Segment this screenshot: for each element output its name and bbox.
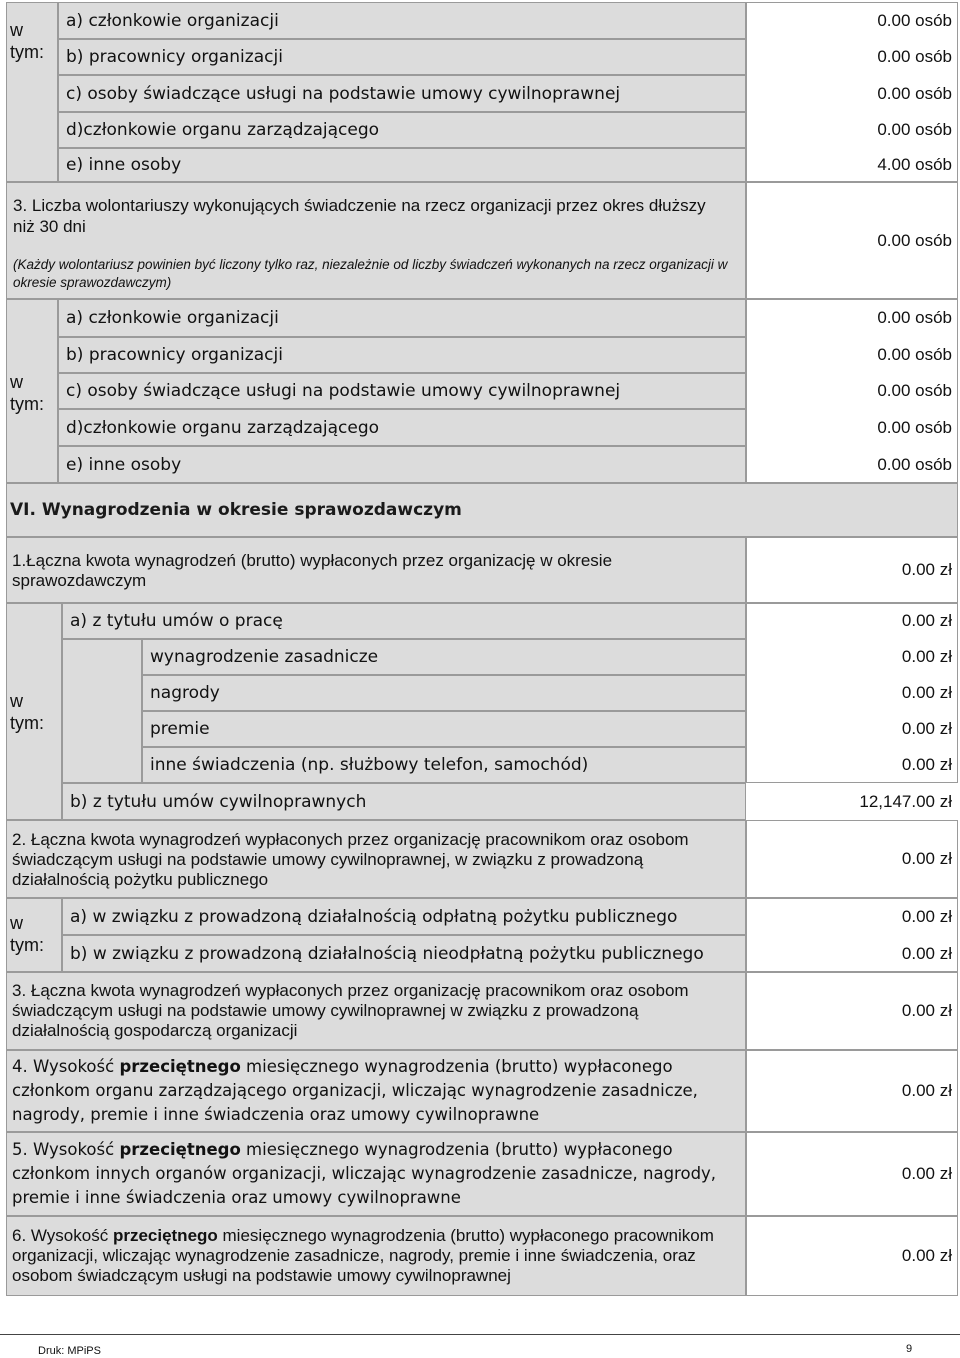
value-field: 4.00 osób (877, 155, 952, 174)
footer-divider (0, 1334, 960, 1335)
value-field: 0.00 osób (877, 120, 952, 139)
value-field: 0.00 zł (901, 755, 952, 774)
value-field: 0.00 zł (901, 1081, 952, 1100)
value-field: 0.00 zł (901, 683, 952, 702)
question-3-title: 3. Liczba wolontariuszy wykonujących świadczenie na rzecz organizacji przez okres dłuższy niż 30 dni (13, 196, 706, 236)
list-item: premie (142, 711, 746, 747)
value-field: 0.00 osób (877, 381, 952, 400)
list-item: a) członkowie organizacji (58, 299, 746, 337)
value-field: 12,147.00 zł (859, 791, 952, 811)
value-field: 0.00 osób (877, 345, 952, 364)
value-field: 0.00 zł (901, 943, 952, 963)
value-field: 0.00 osób (877, 47, 952, 66)
vi-q1-text: 1.Łączna kwota wynagrodzeń (brutto) wypłaconych przez organizację w okresie sprawozdawczym (12, 551, 613, 590)
list-item: b) pracownicy organizacji (58, 39, 746, 75)
question-3-note: (Każdy wolontariusz powinien być liczony tylko raz, niezależnie od liczby świadczeń wykonanych na rzecz organizacji w okresie sprawozdawczym) (13, 257, 728, 290)
value-field: 0.00 osób (877, 230, 952, 250)
list-item: a) z tytułu umów o pracę (62, 603, 746, 639)
vi-q4-text: 4. Wysokość przeciętnego miesięcznego wynagrodzenia (brutto) wypłaconego członkom organu zarządzającego organizacji, wliczając wynagrodzenie zasadnicze, nagrody, premie i inne świadczenia oraz umowy cywilnoprawne (12, 1057, 698, 1124)
value-field: 0.00 osób (877, 10, 952, 30)
page-number: 9 (906, 1343, 913, 1355)
list-item: e) inne osoby (58, 446, 746, 483)
value-field: 0.00 zł (901, 1001, 952, 1020)
value-field: 0.00 zł (901, 719, 952, 738)
list-item: c) osoby świadczące usługi na podstawie umowy cywilnoprawnej (58, 373, 746, 409)
list-item: wynagrodzenie zasadnicze (142, 639, 746, 675)
w-tym-label-1: w tym: (10, 20, 44, 62)
section-heading: VI. Wynagrodzenia w okresie sprawozdawczym (10, 500, 462, 520)
list-item: d)członkowie organu zarządzającego (58, 409, 746, 446)
value-field: 0.00 zł (901, 560, 952, 579)
list-item: inne świadczenia (np. służbowy telefon, samochód) (142, 747, 746, 783)
value-field: 0.00 zł (901, 611, 952, 630)
list-item: b) z tytułu umów cywilnoprawnych (62, 783, 746, 820)
vi-q2-text: 2. Łączna kwota wynagrodzeń wypłaconych przez organizację pracownikom oraz osobom świadczącym usługi na podstawie umowy cywilnoprawnej, w związku z prowadzoną działalnością pożytku publicznego (12, 830, 689, 889)
list-item: b) pracownicy organizacji (58, 337, 746, 373)
value-field: 0.00 zł (901, 849, 952, 868)
footer-print-label: Druk: MPiPS (38, 1345, 101, 1357)
list-item: c) osoby świadczące usługi na podstawie umowy cywilnoprawnej (58, 75, 746, 112)
vi-q6-text: 6. Wysokość przeciętnego miesięcznego wynagrodzenia (brutto) wypłaconego pracownikom organizacji, wliczając wynagrodzenie zasadnicze, nagrody, premie i inne świadczenia, oraz osobom świadczącym usługi na podstawie umowy cywilnoprawnej (12, 1226, 714, 1285)
w-tym-label-2: w tym: (10, 372, 44, 414)
list-item: b) w związku z prowadzoną działalnością nieodpłatną pożytku publicznego (62, 935, 746, 972)
value-field: 0.00 osób (877, 308, 952, 327)
list-item: nagrody (142, 675, 746, 711)
value-field: 0.00 zł (901, 1164, 952, 1183)
w-tym-label-3: w tym: (10, 691, 44, 733)
value-field: 0.00 zł (901, 1246, 952, 1265)
value-field: 0.00 osób (877, 417, 952, 437)
question-3-cell (6, 182, 746, 299)
w-tym-label-4: w tym: (10, 913, 44, 955)
value-field: 0.00 osób (877, 454, 952, 474)
vi-q5-text: 5. Wysokość przeciętnego miesięcznego wynagrodzenia (brutto) wypłaconego członkom innych organów organizacji, wliczając wynagrodzenie zasadnicze, nagrody, premie i inne świadczenia oraz umowy cywilnoprawne (12, 1140, 717, 1207)
list-item: a) członkowie organizacji (58, 2, 746, 39)
list-item: e) inne osoby (58, 148, 746, 182)
value-field: 0.00 zł (901, 906, 952, 926)
list-item: a) w związku z prowadzoną działalnością odpłatną pożytku publicznego (62, 898, 746, 935)
list-item: d)członkowie organu zarządzającego (58, 112, 746, 148)
vi-q3-text: 3. Łączna kwota wynagrodzeń wypłaconych przez organizację pracownikom oraz osobom świadczącym usługi na podstawie umowy cywilnoprawnej w związku z prowadzoną działalnością gospodarczą organizacji (12, 981, 689, 1040)
value-field: 0.00 osób (877, 83, 952, 103)
indent-cell (62, 639, 142, 783)
value-field: 0.00 zł (901, 647, 952, 666)
